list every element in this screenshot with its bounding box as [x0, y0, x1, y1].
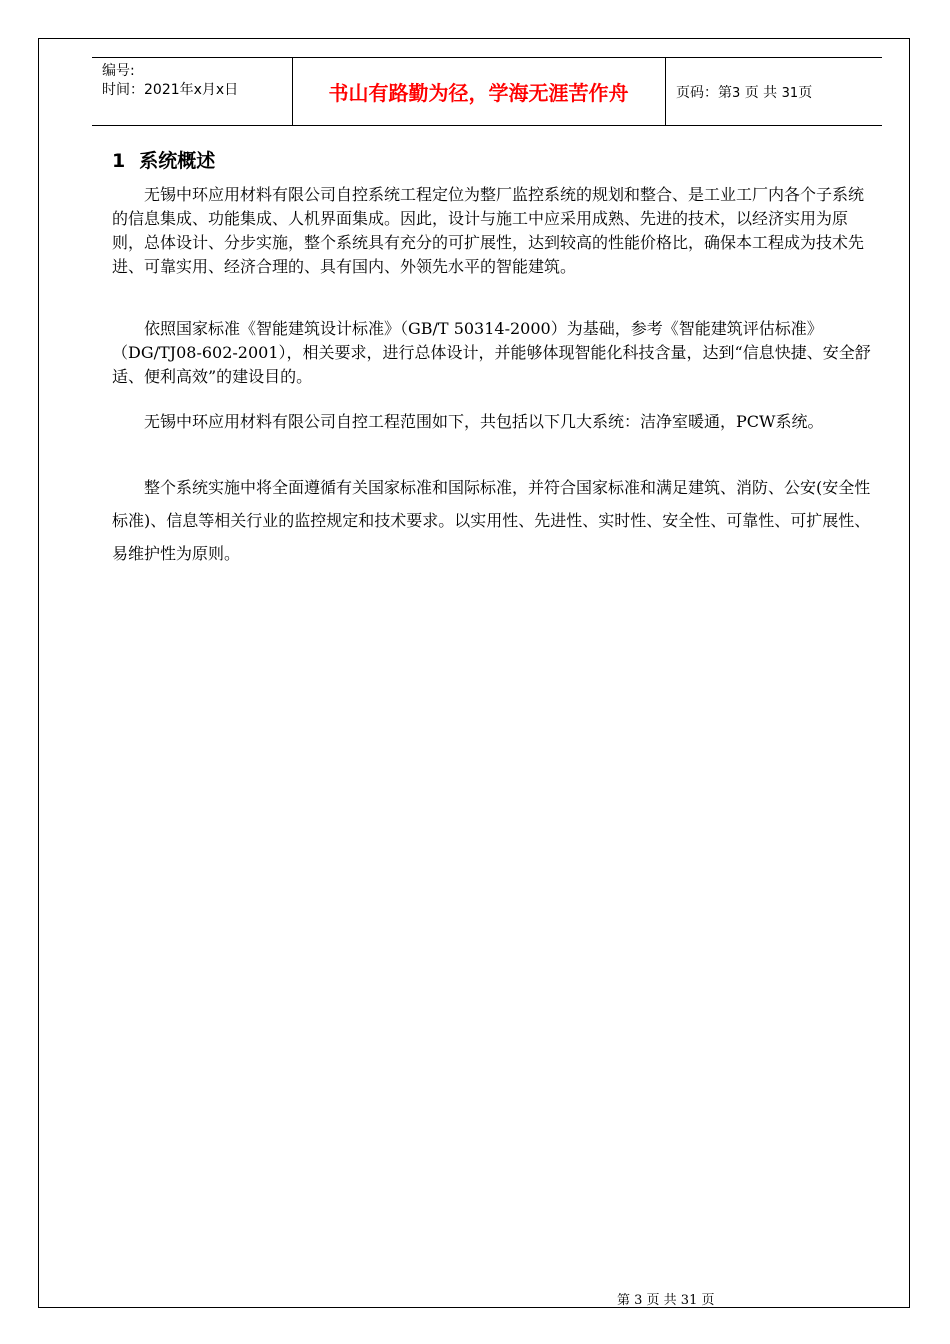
page-suffix: 页: [798, 85, 813, 101]
document-time: 时间：2021年x月x日: [102, 82, 239, 98]
page-mid: 页 共: [744, 85, 778, 101]
paragraph: 整个系统实施中将全面遵循有关国家标准和国际标准，并符合国家标准和满足建筑、消防、公安(安全性标准)、信息等相关行业的监控规定和技术要求。以实用性、先进性、实时性、安全性、可靠性、可扩展性、易维护性为原则。: [112, 478, 871, 563]
section-title: 系统概述: [139, 150, 216, 172]
header-divider: [665, 58, 666, 125]
document-header: [92, 57, 882, 126]
section-heading: [112, 148, 215, 174]
header-page-info: [676, 84, 812, 103]
header-motto: 书山有路勤为径，学海无涯苦作舟: [328, 81, 629, 105]
document-number-label: 编号:: [102, 63, 135, 79]
page-total: 31: [781, 86, 799, 101]
paragraph: 无锡中环应用材料有限公司自控工程范围如下，共包括以下几大系统：洁净室暖通，PCW系统。: [144, 412, 824, 431]
page-label: 页码：第: [676, 85, 732, 101]
paragraph: 无锡中环应用材料有限公司自控系统工程定位为整厂监控系统的规划和整合、是工业工厂内各个子系统的信息集成、功能集成、人机界面集成。因此，设计与施工中应采用成熟、先进的技术，以经济实用为原则，总体设计、分步实施，整个系统具有充分的可扩展性，达到较高的性能价格比，确保本工程成为技术先进、可靠实用、经济合理的、具有国内、外领先水平的智能建筑。: [112, 185, 865, 276]
page-footer: 第 3 页 共 31 页: [617, 1293, 715, 1308]
paragraph: 依照国家标准《智能建筑设计标准》（GB/T 50314-2000）为基础，参考《智能建筑评估标准》（DG/TJ08-602-2001），相关要求，进行总体设计，并能够体现智能化科技含量，达到“信息快捷、安全舒适、便利高效”的建设目的。: [112, 319, 871, 386]
header-meta: [102, 62, 238, 100]
section-number: 1: [112, 150, 126, 172]
page-current: 3: [732, 86, 741, 101]
